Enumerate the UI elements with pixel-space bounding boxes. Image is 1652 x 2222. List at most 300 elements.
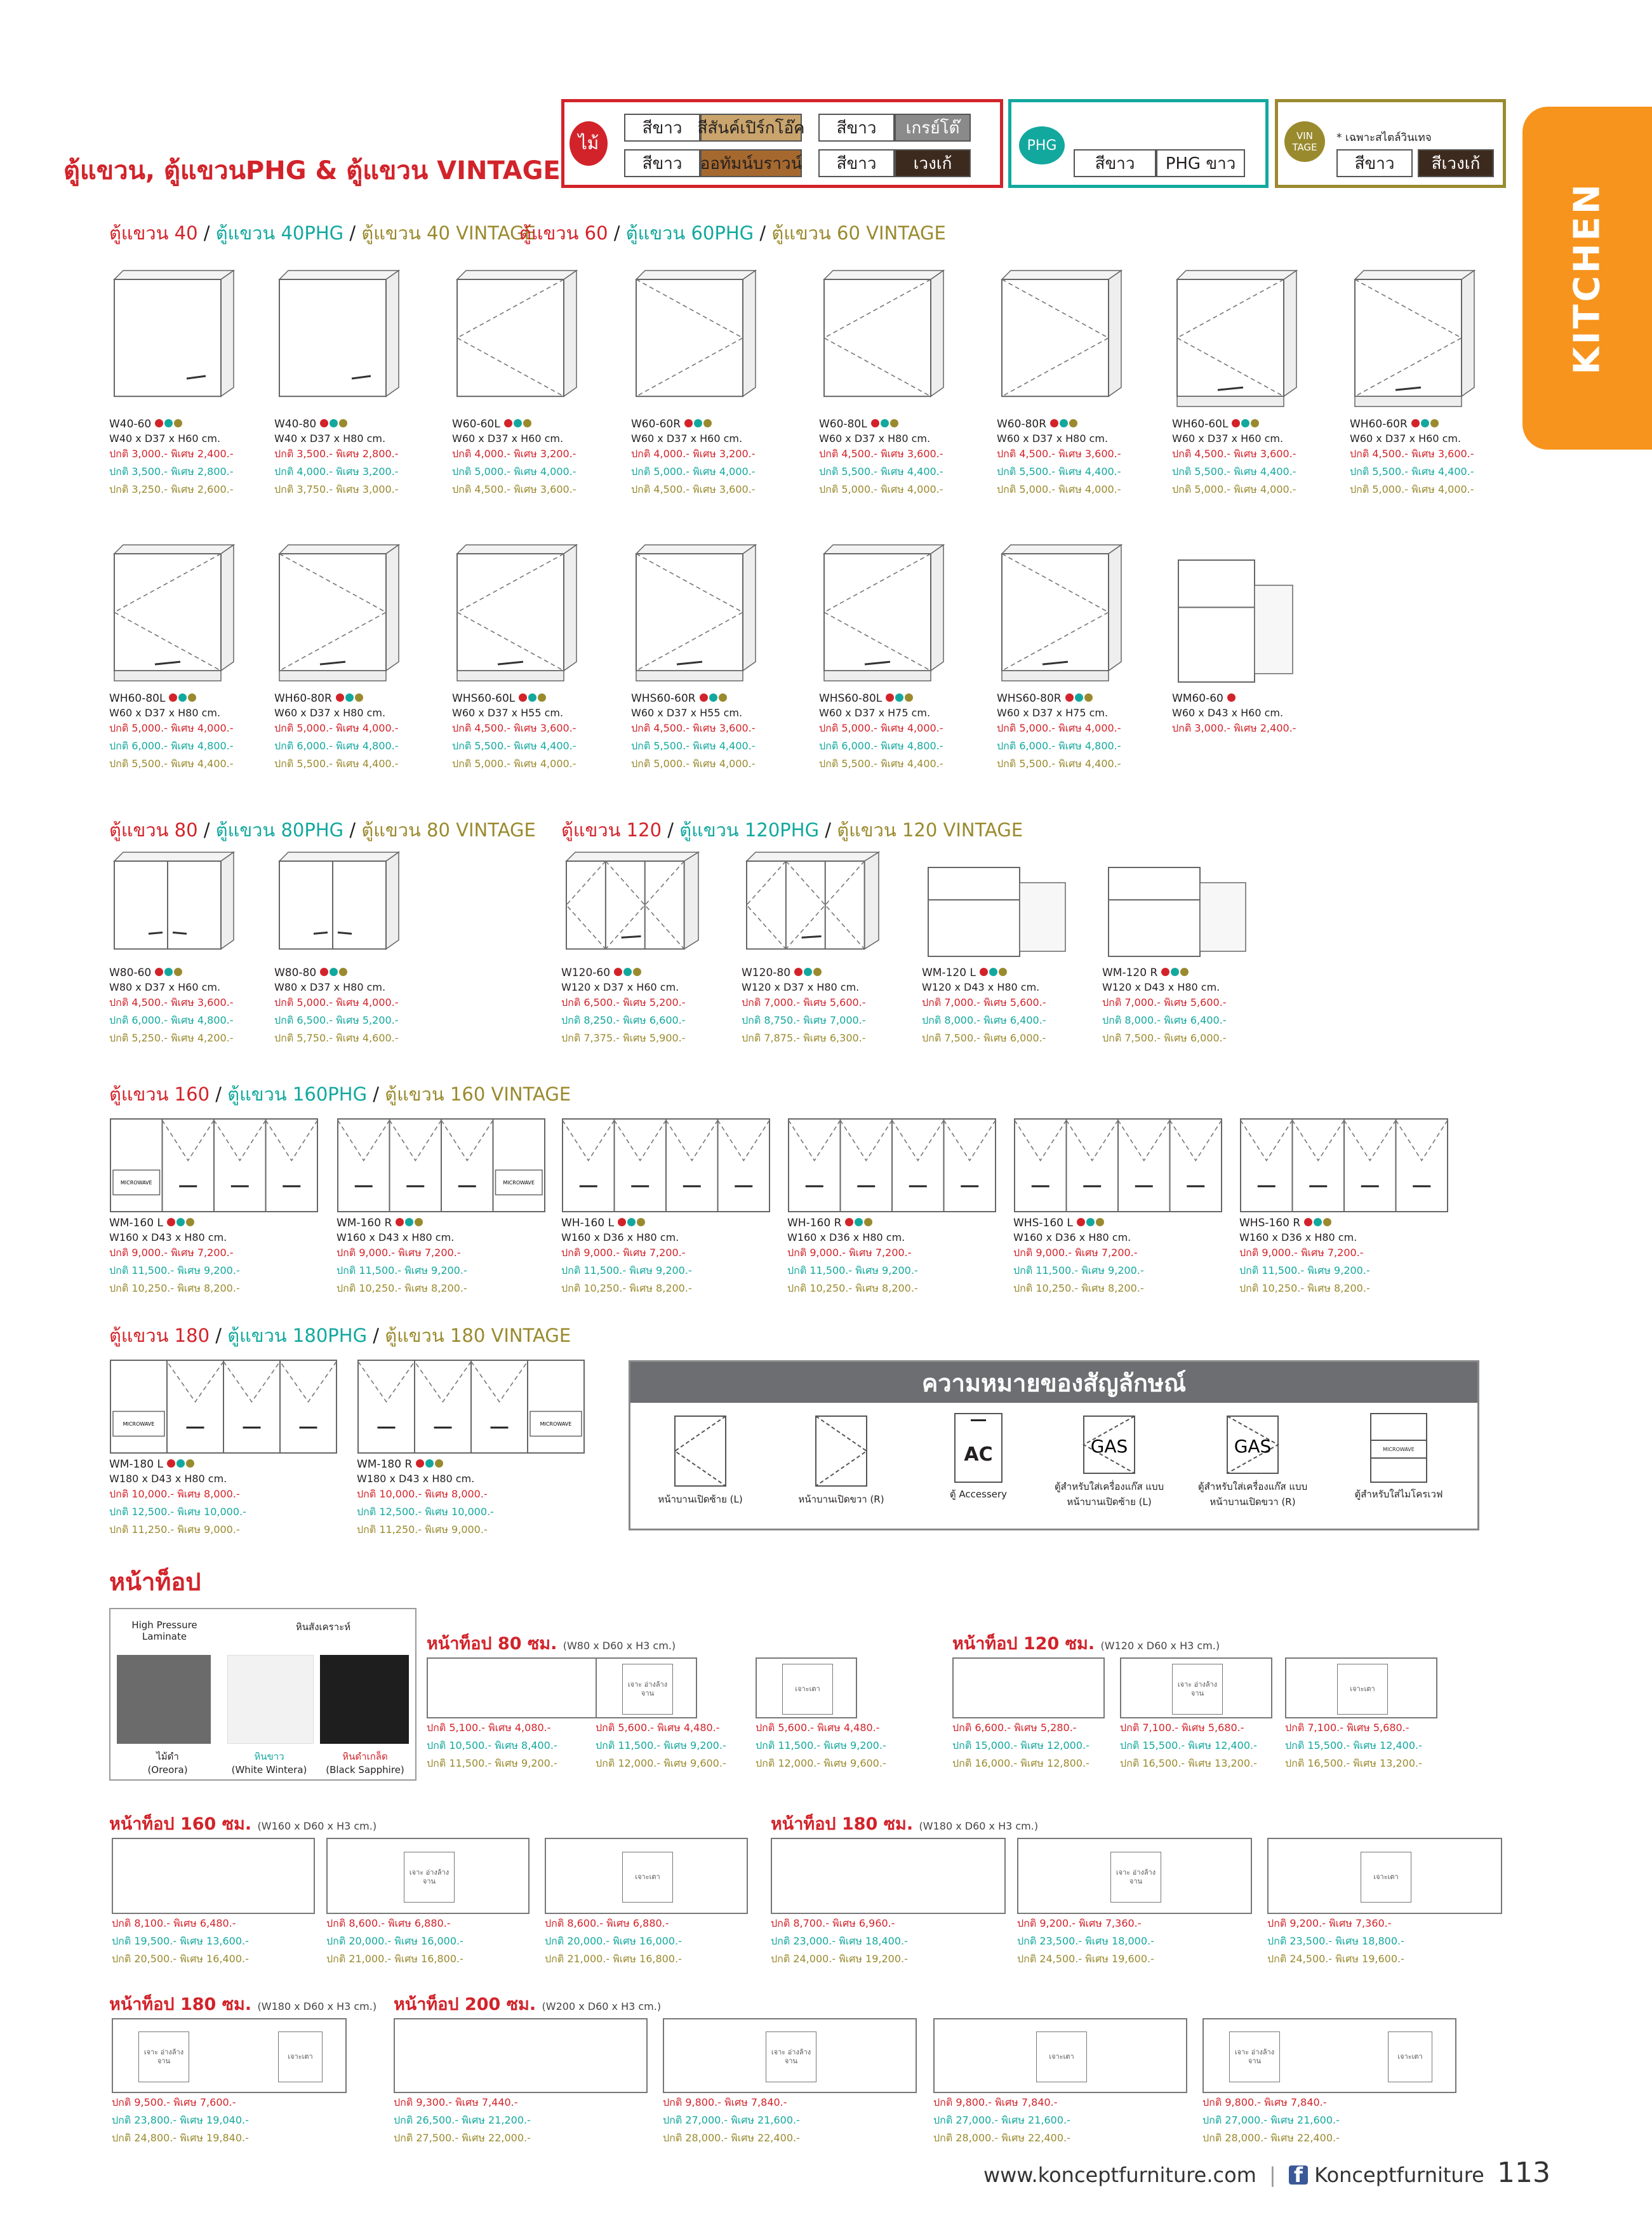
product-item[interactable] bbox=[109, 541, 274, 772]
product-item[interactable] bbox=[357, 1359, 585, 1538]
cabinet-drawing bbox=[561, 848, 701, 963]
cabinet-drawing bbox=[109, 267, 236, 414]
product-item[interactable] bbox=[452, 267, 617, 498]
footer-url[interactable]: www.konceptfurniture.com bbox=[983, 2163, 1256, 2187]
product-code: WM-180 R bbox=[357, 1458, 585, 1471]
product-dimension: W80 x D37 x H60 cm. bbox=[109, 981, 221, 993]
product-item[interactable] bbox=[274, 541, 439, 772]
countertop-item[interactable] bbox=[112, 1838, 315, 1967]
color-dots bbox=[1226, 692, 1236, 705]
price-line: ปกติ 5,500.- พิเศษ 4,400.- bbox=[1172, 465, 1296, 478]
countertop-item[interactable] bbox=[952, 1657, 1105, 1772]
product-code: W60-60R bbox=[631, 418, 796, 431]
color-dot bbox=[396, 1218, 404, 1226]
color-dot bbox=[989, 968, 997, 976]
legend-accessory bbox=[915, 1413, 1042, 1502]
price-line: ปกติ 15,500.- พิเศษ 12,400.- bbox=[1285, 1739, 1422, 1751]
countertop-drawing bbox=[1202, 2018, 1456, 2093]
color-dots bbox=[1160, 967, 1189, 979]
color-dot bbox=[694, 419, 702, 427]
swatch-wenge: สีเวงเก้ bbox=[1418, 149, 1494, 177]
cabinet-drawing bbox=[742, 848, 881, 963]
legend-label: ตู้สำหรับใส่เครื่องแก๊ส แบบหน้าบานเปิดซ้าย (L) bbox=[1054, 1481, 1164, 1508]
color-dot bbox=[864, 1218, 872, 1226]
product-dimension: W60 x D37 x H55 cm. bbox=[452, 707, 564, 719]
swatch-caption: หินดำเกล็ด (Black Sapphire) bbox=[326, 1751, 404, 1776]
product-code: WM-160 L bbox=[109, 1217, 319, 1229]
color-dot bbox=[339, 968, 347, 976]
price-line: ปกติ 4,000.- พิเศษ 3,200.- bbox=[452, 448, 576, 460]
color-dot bbox=[845, 1218, 853, 1226]
product-item[interactable] bbox=[1013, 1118, 1223, 1297]
cabinet-drawing bbox=[787, 1118, 997, 1213]
price-line: ปกติ 10,250.- พิเศษ 8,200.- bbox=[336, 1282, 467, 1294]
product-code: WM-120 L bbox=[922, 967, 1087, 979]
price-line: ปกติ 6,500.- พิเศษ 5,200.- bbox=[561, 996, 686, 1008]
gas-right-icon bbox=[1224, 1413, 1281, 1476]
price-line: ปกติ 6,000.- พิเศษ 4,800.- bbox=[109, 740, 234, 752]
product-item[interactable] bbox=[631, 541, 796, 772]
product-code: WM-180 L bbox=[109, 1458, 338, 1471]
price-line: ปกติ 5,500.- พิเศษ 4,400.- bbox=[631, 740, 756, 752]
color-dot bbox=[177, 1459, 185, 1468]
countertop-drawing bbox=[1267, 1838, 1502, 1914]
product-item[interactable] bbox=[109, 848, 274, 1047]
color-dots bbox=[168, 692, 196, 705]
product-code: W40-60 bbox=[109, 418, 274, 431]
price-line: ปกติ 4,500.- พิเศษ 3,600.- bbox=[109, 996, 234, 1008]
price-line: ปกติ 6,000.- พิเศษ 4,800.- bbox=[819, 740, 943, 752]
product-item[interactable] bbox=[819, 541, 984, 772]
color-dot bbox=[1180, 968, 1189, 976]
swatch-white: สีขาว bbox=[1336, 149, 1413, 177]
countertop-drawing bbox=[771, 1838, 1006, 1914]
color-dot bbox=[1050, 419, 1058, 427]
product-dimension: W60 x D43 x H60 cm. bbox=[1172, 707, 1284, 719]
price-line: ปกติ 7,500.- พิเศษ 6,000.- bbox=[922, 1032, 1046, 1044]
color-dot bbox=[637, 1218, 645, 1226]
product-dimension: W120 x D43 x H80 cm. bbox=[922, 981, 1040, 993]
product-item[interactable] bbox=[561, 848, 726, 1047]
price-line: ปกติ 11,250.- พิเศษ 9,000.- bbox=[357, 1523, 488, 1536]
price-line: ปกติ 21,000.- พิเศษ 16,800.- bbox=[545, 1953, 682, 1965]
color-dot bbox=[1086, 1218, 1095, 1226]
countertop-item[interactable] bbox=[326, 1838, 530, 1967]
product-code: WH60-60R bbox=[1350, 418, 1515, 431]
price-line: ปกติ 5,500.- พิเศษ 4,400.- bbox=[109, 758, 234, 770]
product-code: W80-80 bbox=[274, 967, 439, 979]
color-dot bbox=[1323, 1218, 1331, 1226]
product-code: WHS60-80L bbox=[819, 692, 984, 705]
countertop-item[interactable] bbox=[1267, 1838, 1502, 1967]
legend-label: หน้าบานเปิดซ้าย (L) bbox=[658, 1494, 743, 1505]
product-dimension: W120 x D43 x H80 cm. bbox=[1102, 981, 1220, 993]
product-item[interactable] bbox=[109, 1359, 338, 1538]
color-dot bbox=[1075, 693, 1083, 702]
price-line: ปกติ 10,000.- พิเศษ 8,000.- bbox=[357, 1488, 488, 1500]
swatch-oak: สีสันค์เปิร์กโอ๊ค bbox=[700, 114, 802, 142]
price-line: ปกติ 27,500.- พิเศษ 22,000.- bbox=[394, 2132, 531, 2144]
swatch-phg-white: PHG ขาว bbox=[1156, 149, 1245, 177]
price-line: ปกติ 11,500.- พิเศษ 9,200.- bbox=[561, 1264, 692, 1276]
product-item[interactable] bbox=[336, 1118, 546, 1297]
swatch-grey-oak: เกรย์โต๊ bbox=[895, 114, 971, 142]
price-line: ปกติ 8,000.- พิเศษ 6,400.- bbox=[922, 1014, 1046, 1026]
svg-text:MICROWAVE: MICROWAVE bbox=[123, 1421, 155, 1427]
color-dots bbox=[698, 692, 727, 705]
product-item[interactable] bbox=[742, 848, 907, 1047]
product-dimension: W160 x D43 x H80 cm. bbox=[336, 1231, 455, 1243]
countertop-group-title: หน้าท็อป 200 ซม. (W200 x D60 x H3 cm.) bbox=[394, 1995, 662, 2014]
price-line: ปกติ 5,500.- พิเศษ 4,400.- bbox=[997, 758, 1121, 770]
cabinet-drawing bbox=[452, 267, 579, 414]
price-line: ปกติ 24,500.- พิเศษ 19,600.- bbox=[1017, 1953, 1154, 1965]
price-line: ปกติ 9,000.- พิเศษ 7,200.- bbox=[1239, 1247, 1364, 1259]
color-dots bbox=[1303, 1217, 1331, 1229]
color-dot bbox=[178, 693, 187, 702]
price-line: ปกติ 5,000.- พิเศษ 4,000.- bbox=[1350, 483, 1474, 495]
color-dots bbox=[503, 418, 531, 431]
color-dot bbox=[886, 693, 894, 702]
product-code: WHS60-60R bbox=[631, 692, 796, 705]
color-dot bbox=[339, 419, 347, 427]
phg-badge: PHG bbox=[1019, 126, 1065, 164]
product-code: W120-80 bbox=[742, 967, 907, 979]
price-line: ปกติ 12,500.- พิเศษ 10,000.- bbox=[109, 1506, 246, 1518]
price-line: ปกติ 5,000.- พิเศษ 4,000.- bbox=[274, 722, 399, 734]
countertop-item[interactable] bbox=[756, 1657, 886, 1772]
product-item[interactable] bbox=[274, 848, 439, 1047]
color-dot bbox=[618, 1218, 626, 1226]
color-dot bbox=[855, 1218, 863, 1226]
product-item[interactable] bbox=[1172, 267, 1337, 498]
gas-left-icon bbox=[1081, 1413, 1138, 1476]
countertop-item[interactable] bbox=[596, 1657, 726, 1772]
countertop-drawing bbox=[663, 2018, 917, 2093]
product-item[interactable] bbox=[1172, 541, 1337, 737]
hpl-label: High Pressure Laminate bbox=[131, 1619, 197, 1642]
countertop-drawing bbox=[1120, 1657, 1272, 1718]
color-dot bbox=[174, 968, 182, 976]
countertop-item[interactable] bbox=[112, 2018, 347, 2146]
sink-cutout: เจาะ อ่างล้างจาน bbox=[1110, 1852, 1161, 1903]
color-dots bbox=[154, 967, 182, 979]
countertop-item[interactable] bbox=[933, 2018, 1187, 2146]
legend-right-door bbox=[778, 1413, 905, 1507]
product-dimension: W60 x D37 x H60 cm. bbox=[631, 432, 743, 445]
color-dots bbox=[415, 1458, 443, 1471]
color-dot bbox=[330, 419, 338, 427]
sink-cutout: เจาะ อ่างล้างจาน bbox=[1229, 2031, 1280, 2082]
product-dimension: W60 x D37 x H55 cm. bbox=[631, 707, 743, 719]
price-line: ปกติ 5,000.- พิเศษ 4,000.- bbox=[819, 483, 943, 495]
color-dots bbox=[1410, 418, 1439, 431]
swatch-white: สีขาว bbox=[818, 114, 895, 142]
price-line: ปกติ 9,200.- พิเศษ 7,360.- bbox=[1267, 1917, 1392, 1929]
price-line: ปกติ 9,000.- พิเศษ 7,200.- bbox=[561, 1247, 686, 1259]
countertop-item[interactable] bbox=[771, 1838, 1006, 1967]
price-line: ปกติ 28,000.- พิเศษ 22,400.- bbox=[663, 2132, 800, 2144]
color-dot bbox=[1084, 693, 1093, 702]
price-line: ปกติ 16,500.- พิเศษ 13,200.- bbox=[1120, 1757, 1257, 1769]
color-dot bbox=[1077, 1218, 1085, 1226]
section-heading-180: ตู้แขวน 180 / ตู้แขวน 180PHG / ตู้แขวน 180 VINTAGE bbox=[109, 1325, 571, 1346]
color-dot bbox=[164, 419, 173, 427]
price-line: ปกติ 7,000.- พิเศษ 5,600.- bbox=[1102, 996, 1227, 1008]
ac-icon: AC bbox=[954, 1413, 1003, 1483]
color-dot bbox=[320, 968, 328, 976]
product-code: WH-160 L bbox=[561, 1217, 771, 1229]
stove-cutout: เจาะเตา bbox=[1361, 1852, 1411, 1903]
price-line: ปกติ 11,500.- พิเศษ 9,200.- bbox=[427, 1757, 557, 1769]
vintage-note: * เฉพาะสไตล์วินเทจ bbox=[1336, 131, 1432, 144]
price-line: ปกติ 6,600.- พิเศษ 5,280.- bbox=[952, 1722, 1077, 1734]
product-item[interactable] bbox=[274, 267, 439, 498]
price-line: ปกติ 9,000.- พิเศษ 7,200.- bbox=[1013, 1247, 1138, 1259]
price-line: ปกติ 8,250.- พิเศษ 6,600.- bbox=[561, 1014, 686, 1026]
price-line: ปกติ 9,800.- พิเศษ 7,840.- bbox=[663, 2096, 787, 2108]
stove-cutout: เจาะเตา bbox=[278, 2031, 323, 2082]
color-box-vintage bbox=[1275, 99, 1506, 188]
countertop-group-title: หน้าท็อป 180 ซม. (W180 x D60 x H3 cm.) bbox=[109, 1995, 377, 2014]
color-dot bbox=[320, 419, 328, 427]
product-item[interactable] bbox=[997, 267, 1162, 498]
color-dot bbox=[719, 693, 727, 702]
color-dot bbox=[188, 693, 196, 702]
product-item[interactable] bbox=[787, 1118, 997, 1297]
color-dot bbox=[1304, 1218, 1312, 1226]
product-code: WHS60-80R bbox=[997, 692, 1162, 705]
product-dimension: W160 x D36 x H80 cm. bbox=[561, 1231, 679, 1243]
color-dot bbox=[155, 419, 163, 427]
product-item[interactable] bbox=[819, 267, 984, 498]
cabinet-drawing bbox=[922, 848, 1074, 963]
product-dimension: W180 x D43 x H80 cm. bbox=[357, 1473, 475, 1485]
cabinet-drawing bbox=[631, 267, 758, 414]
product-item[interactable] bbox=[1350, 267, 1515, 498]
cabinet-drawing bbox=[109, 848, 236, 963]
product-code: W120-60 bbox=[561, 967, 726, 979]
product-item[interactable] bbox=[109, 267, 274, 498]
price-line: ปกติ 8,600.- พิเศษ 6,880.- bbox=[545, 1917, 669, 1929]
price-line: ปกติ 5,500.- พิเศษ 4,400.- bbox=[452, 740, 576, 752]
price-line: ปกติ 6,500.- พิเศษ 5,200.- bbox=[274, 1014, 399, 1026]
color-dot bbox=[1314, 1218, 1322, 1226]
color-dots bbox=[1230, 418, 1259, 431]
countertop-group-title: หน้าท็อป 80 ซม. (W80 x D60 x H3 cm.) bbox=[427, 1634, 676, 1654]
color-dot bbox=[1065, 693, 1074, 702]
product-item[interactable] bbox=[109, 1118, 319, 1297]
legend-label: ตู้สำหรับใส่ไมโครเวฟ bbox=[1354, 1489, 1443, 1500]
price-line: ปกติ 9,800.- พิเศษ 7,840.- bbox=[933, 2096, 1058, 2108]
color-box-phg bbox=[1008, 99, 1269, 188]
stove-cutout: เจาะเตา bbox=[1036, 2031, 1087, 2082]
swatch-white: สีขาว bbox=[818, 149, 895, 177]
price-line: ปกติ 20,500.- พิเศษ 16,400.- bbox=[112, 1953, 249, 1965]
product-code: W60-60L bbox=[452, 418, 617, 431]
price-line: ปกติ 11,500.- พิเศษ 9,200.- bbox=[336, 1264, 467, 1276]
right-door-icon bbox=[813, 1413, 870, 1489]
cabinet-drawing bbox=[109, 1359, 338, 1454]
product-dimension: W60 x D37 x H60 cm. bbox=[452, 432, 564, 445]
price-line: ปกติ 4,500.- พิเศษ 3,600.- bbox=[631, 722, 756, 734]
microwave-icon: MICROWAVE bbox=[1370, 1413, 1427, 1483]
kitchen-tab bbox=[1522, 107, 1652, 450]
countertop-item[interactable] bbox=[1120, 1657, 1272, 1772]
countertop-item[interactable] bbox=[427, 1657, 617, 1772]
color-dot bbox=[355, 693, 363, 702]
product-dimension: W60 x D37 x H75 cm. bbox=[997, 707, 1109, 719]
price-line: ปกติ 16,500.- พิเศษ 13,200.- bbox=[1285, 1757, 1422, 1769]
price-line: ปกติ 15,000.- พิเศษ 12,000.- bbox=[952, 1739, 1089, 1751]
price-line: ปกติ 3,000.- พิเศษ 2,400.- bbox=[109, 448, 234, 460]
price-line: ปกติ 7,875.- พิเศษ 6,300.- bbox=[742, 1032, 866, 1044]
cabinet-drawing bbox=[1102, 848, 1255, 963]
footer-facebook[interactable]: Konceptfurniture bbox=[1314, 2163, 1484, 2187]
price-line: ปกติ 8,100.- พิเศษ 6,480.- bbox=[112, 1917, 236, 1929]
left-door-icon bbox=[672, 1413, 729, 1489]
price-line: ปกติ 10,250.- พิเศษ 8,200.- bbox=[561, 1282, 692, 1294]
color-dot bbox=[633, 968, 641, 976]
color-dot bbox=[330, 968, 338, 976]
cabinet-drawing bbox=[274, 267, 401, 414]
cabinet-drawing bbox=[1172, 541, 1299, 688]
cabinet-drawing bbox=[109, 1118, 319, 1213]
price-line: ปกติ 12,500.- พิเศษ 10,000.- bbox=[357, 1506, 494, 1518]
color-dots bbox=[1064, 692, 1093, 705]
price-line: ปกติ 5,100.- พิเศษ 4,080.- bbox=[427, 1722, 551, 1734]
cabinet-drawing bbox=[274, 848, 401, 963]
price-line: ปกติ 27,000.- พิเศษ 21,600.- bbox=[933, 2114, 1070, 2126]
price-line: ปกติ 3,500.- พิเศษ 2,800.- bbox=[274, 448, 399, 460]
countertop-drawing bbox=[1285, 1657, 1437, 1718]
price-line: ปกติ 28,000.- พิเศษ 22,400.- bbox=[933, 2132, 1070, 2144]
cabinet-drawing bbox=[1350, 267, 1477, 414]
section-heading-60: ตู้แขวน 60 / ตู้แขวน 60PHG / ตู้แขวน 60 VINTAGE bbox=[519, 222, 946, 244]
color-dot bbox=[514, 419, 522, 427]
countertop-item[interactable] bbox=[1017, 1838, 1252, 1967]
price-line: ปกติ 4,000.- พิเศษ 3,200.- bbox=[274, 465, 399, 478]
price-line: ปกติ 5,500.- พิเศษ 4,400.- bbox=[1350, 465, 1474, 478]
color-dot bbox=[684, 419, 693, 427]
price-line: ปกติ 5,500.- พิเศษ 4,400.- bbox=[819, 758, 943, 770]
color-dot bbox=[871, 419, 879, 427]
color-dot bbox=[627, 1218, 636, 1226]
price-line: ปกติ 6,000.- พิเศษ 4,800.- bbox=[997, 740, 1121, 752]
product-item[interactable] bbox=[922, 848, 1087, 1047]
color-dot bbox=[164, 968, 173, 976]
price-line: ปกติ 7,100.- พิเศษ 5,680.- bbox=[1285, 1722, 1409, 1734]
cabinet-drawing bbox=[561, 1118, 771, 1213]
product-code: W40-80 bbox=[274, 418, 439, 431]
product-item[interactable] bbox=[561, 1118, 771, 1297]
price-line: ปกติ 23,000.- พิเศษ 18,400.- bbox=[771, 1935, 908, 1947]
sink-cutout: เจาะ อ่างล้างจาน bbox=[622, 1664, 673, 1715]
price-line: ปกติ 3,250.- พิเศษ 2,600.- bbox=[109, 483, 234, 495]
wood-badge: ไม้ bbox=[570, 121, 608, 166]
price-line: ปกติ 10,000.- พิเศษ 8,000.- bbox=[109, 1488, 240, 1500]
stone-label: หินสังเคราะห์ bbox=[295, 1621, 351, 1633]
countertop-item[interactable] bbox=[1285, 1657, 1437, 1772]
cabinet-drawing bbox=[997, 267, 1124, 414]
color-dot bbox=[523, 419, 531, 427]
swatch-white: สีขาว bbox=[624, 149, 700, 177]
swatch-oreora bbox=[117, 1655, 211, 1744]
color-dot bbox=[1430, 419, 1439, 427]
color-dots bbox=[844, 1217, 872, 1229]
product-item[interactable] bbox=[1239, 1118, 1449, 1297]
color-dots bbox=[978, 967, 1007, 979]
swatch-white-wintera bbox=[227, 1655, 314, 1744]
price-line: ปกติ 12,000.- พิเศษ 9,600.- bbox=[756, 1757, 886, 1769]
product-code: WHS-160 L bbox=[1013, 1217, 1223, 1229]
cabinet-drawing bbox=[452, 541, 579, 688]
price-line: ปกติ 20,000.- พิเศษ 16,000.- bbox=[545, 1935, 682, 1947]
price-line: ปกติ 8,700.- พิเศษ 6,960.- bbox=[771, 1917, 895, 1929]
price-line: ปกติ 3,500.- พิเศษ 2,800.- bbox=[109, 465, 234, 478]
color-dots bbox=[1049, 418, 1077, 431]
color-dot bbox=[794, 968, 803, 976]
color-dot bbox=[169, 693, 177, 702]
price-line: ปกติ 5,000.- พิเศษ 4,000.- bbox=[631, 465, 756, 478]
section-heading-40: ตู้แขวน 40 / ตู้แขวน 40PHG / ตู้แขวน 40 VINTAGE bbox=[109, 222, 536, 244]
price-line: ปกติ 26,500.- พิเศษ 21,200.- bbox=[394, 2114, 531, 2126]
price-line: ปกติ 23,800.- พิเศษ 19,040.- bbox=[112, 2114, 249, 2126]
color-dot bbox=[345, 693, 354, 702]
countertop-item[interactable] bbox=[1202, 2018, 1456, 2146]
product-item[interactable] bbox=[452, 541, 617, 772]
color-dot bbox=[804, 968, 812, 976]
countertop-drawing bbox=[394, 2018, 648, 2093]
color-dot bbox=[1232, 419, 1240, 427]
price-line: ปกติ 9,500.- พิเศษ 7,600.- bbox=[112, 2096, 236, 2108]
countertop-drawing bbox=[933, 2018, 1187, 2093]
color-dot bbox=[999, 968, 1007, 976]
product-code: WM-160 R bbox=[336, 1217, 546, 1229]
cabinet-drawing bbox=[819, 267, 946, 414]
countertop-group-title: หน้าท็อป 120 ซม. (W120 x D60 x H3 cm.) bbox=[952, 1634, 1220, 1654]
product-item[interactable] bbox=[631, 267, 796, 498]
price-line: ปกติ 11,500.- พิเศษ 9,200.- bbox=[1013, 1264, 1144, 1276]
countertop-item[interactable] bbox=[545, 1838, 748, 1967]
swatch-caption: หินขาว (White Wintera) bbox=[231, 1751, 307, 1776]
product-item[interactable] bbox=[997, 541, 1162, 772]
countertop-item[interactable] bbox=[663, 2018, 917, 2146]
countertop-item[interactable] bbox=[394, 2018, 648, 2146]
stove-cutout: เจาะเตา bbox=[782, 1664, 833, 1715]
color-dot bbox=[167, 1218, 175, 1226]
color-dot bbox=[336, 693, 344, 702]
cabinet-drawing bbox=[1172, 267, 1299, 414]
price-line: ปกติ 7,500.- พิเศษ 6,000.- bbox=[1102, 1032, 1227, 1044]
price-line: ปกติ 27,000.- พิเศษ 21,600.- bbox=[1202, 2114, 1340, 2126]
product-item[interactable] bbox=[1102, 848, 1267, 1047]
price-line: ปกติ 10,500.- พิเศษ 8,400.- bbox=[427, 1739, 557, 1751]
color-dot bbox=[1227, 693, 1236, 702]
cabinet-drawing bbox=[336, 1118, 546, 1213]
product-code: WH60-80L bbox=[109, 692, 274, 705]
legend-gas-right bbox=[1189, 1413, 1316, 1509]
price-line: ปกติ 5,000.- พิเศษ 4,000.- bbox=[997, 722, 1121, 734]
price-line: ปกติ 24,500.- พิเศษ 19,600.- bbox=[1267, 1953, 1404, 1965]
price-line: ปกติ 8,000.- พิเศษ 6,400.- bbox=[1102, 1014, 1227, 1026]
price-line: ปกติ 5,000.- พิเศษ 4,000.- bbox=[452, 465, 576, 478]
color-dots bbox=[319, 967, 347, 979]
stove-cutout: เจาะเตา bbox=[1388, 2031, 1432, 2082]
product-dimension: W60 x D37 x H80 cm. bbox=[274, 707, 386, 719]
product-dimension: W160 x D36 x H80 cm. bbox=[1239, 1231, 1357, 1243]
cabinet-drawing bbox=[357, 1359, 585, 1454]
